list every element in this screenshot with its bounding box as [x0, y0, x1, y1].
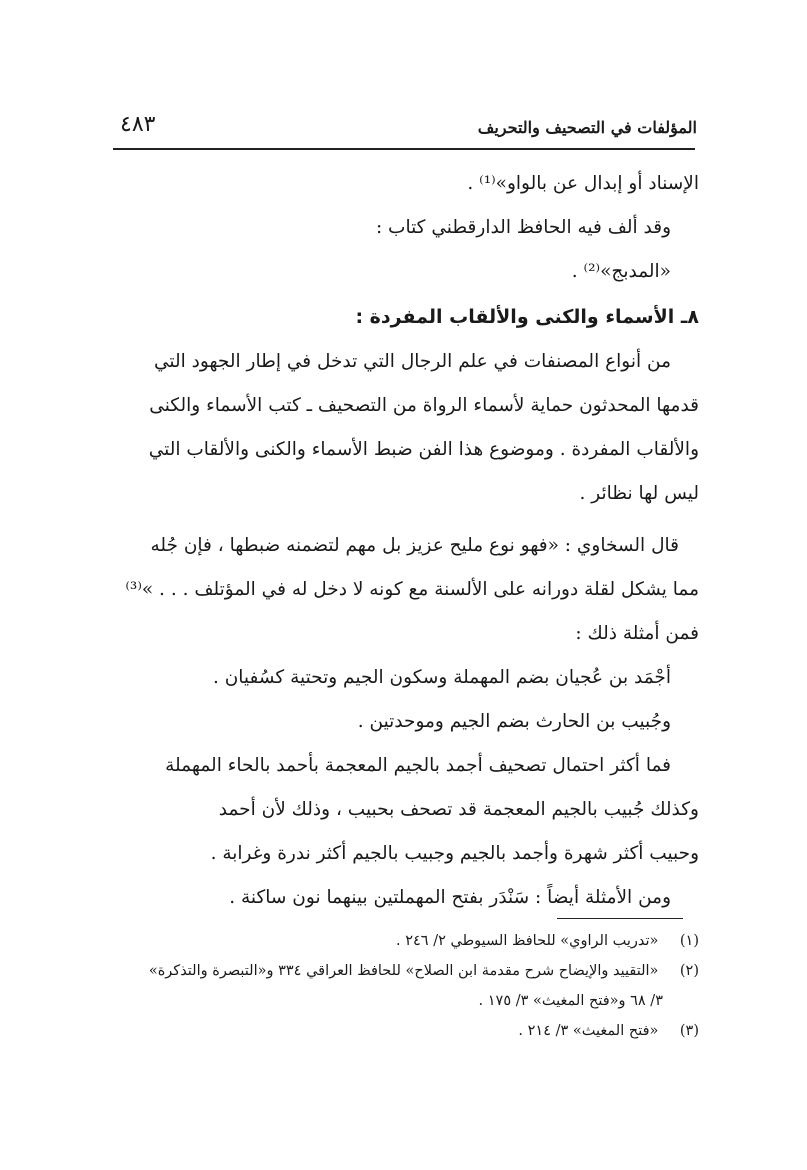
- footnote: [110, 956, 699, 986]
- footnote-continuation: ٣/ ٦٨ و«فتح المغيث» ٣/ ١٧٥ .: [478, 993, 663, 1009]
- text-line: الإسناد أو إبدال عن بالواو»⁽¹⁾ .: [467, 173, 699, 194]
- paragraph-line: من أنواع المصنفات في علم الرجال التي تدخل في إطار الجهود التي: [153, 351, 671, 372]
- paragraph-line: وحبيب أكثر شهرة وأجمد بالجيم وجبيب بالجيم أكثر ندرة وغرابة .: [210, 843, 699, 864]
- book-title-line: «المدبج»⁽²⁾ .: [571, 261, 671, 282]
- quote-line: قال السخاوي : «فهو نوع مليح عزيز بل مهم لتضمنه ضبطها ، فإن جُله: [150, 535, 679, 556]
- paragraph-line: فمن أمثلة ذلك :: [575, 623, 699, 644]
- footnote-number: (١): [679, 933, 699, 949]
- text-line: وقد ألف فيه الحافظ الدارقطني كتاب :: [375, 217, 671, 238]
- page-number: ٤٨٣: [120, 112, 156, 137]
- footnote-number: (٣): [679, 1023, 699, 1039]
- footnote: [110, 1016, 699, 1046]
- header-divider: [113, 148, 695, 150]
- footnote-number: (٢): [679, 963, 699, 979]
- paragraph-line: فما أكثر احتمال تصحيف أجمد بالجيم المعجمة بأحمد بالحاء المهملة: [165, 755, 671, 776]
- quote-line: مما يشكل لقلة دورانه على الألسنة مع كونه لا دخل له في المؤتلف . . . »⁽³⁾: [125, 579, 699, 600]
- example-line: وجُبيب بن الحارث بضم الجيم وموحدتين .: [357, 711, 671, 732]
- footnote-text: «التقييد والإيضاح شرح مقدمة ابن الصلاح» للحافظ العراقي ٣٣٤ و«التبصرة والتذكرة»: [148, 963, 659, 979]
- paragraph-line: قدمها المحدثون حماية لأسماء الرواة من التصحيف ـ كتب الأسماء والكنى: [149, 395, 699, 416]
- running-header-title: المؤلفات في التصحيف والتحريف: [477, 118, 697, 137]
- footnote: [110, 926, 699, 956]
- section-heading: ٨ـ الأسماء والكنى والألقاب المفردة :: [355, 306, 699, 328]
- paragraph-line: والألقاب المفردة . وموضوع هذا الفن ضبط الأسماء والكنى والألقاب التي: [148, 439, 699, 460]
- footnote-divider: [557, 918, 683, 919]
- paragraph-line: ليس لها نظائر .: [579, 483, 699, 504]
- footnote-text: «تدريب الراوي» للحافظ السيوطي ٢/ ٢٤٦ .: [396, 933, 659, 949]
- footnotes: [110, 926, 699, 1046]
- footnote-text: «فتح المغيث» ٣/ ٢١٤ .: [518, 1023, 659, 1039]
- paragraph-line: وكذلك جُبيب بالجيم المعجمة قد تصحف بحبيب ، وذلك لأن أحمد: [218, 799, 699, 820]
- paragraph-line: ومن الأمثلة أيضاً : سَنْدَر بفتح المهملتين بينهما نون ساكنة .: [229, 887, 671, 908]
- main-text: [110, 162, 699, 920]
- example-line: أجْمَد بن عُجيان بضم المهملة وسكون الجيم وتحتية كسُفيان .: [212, 667, 671, 688]
